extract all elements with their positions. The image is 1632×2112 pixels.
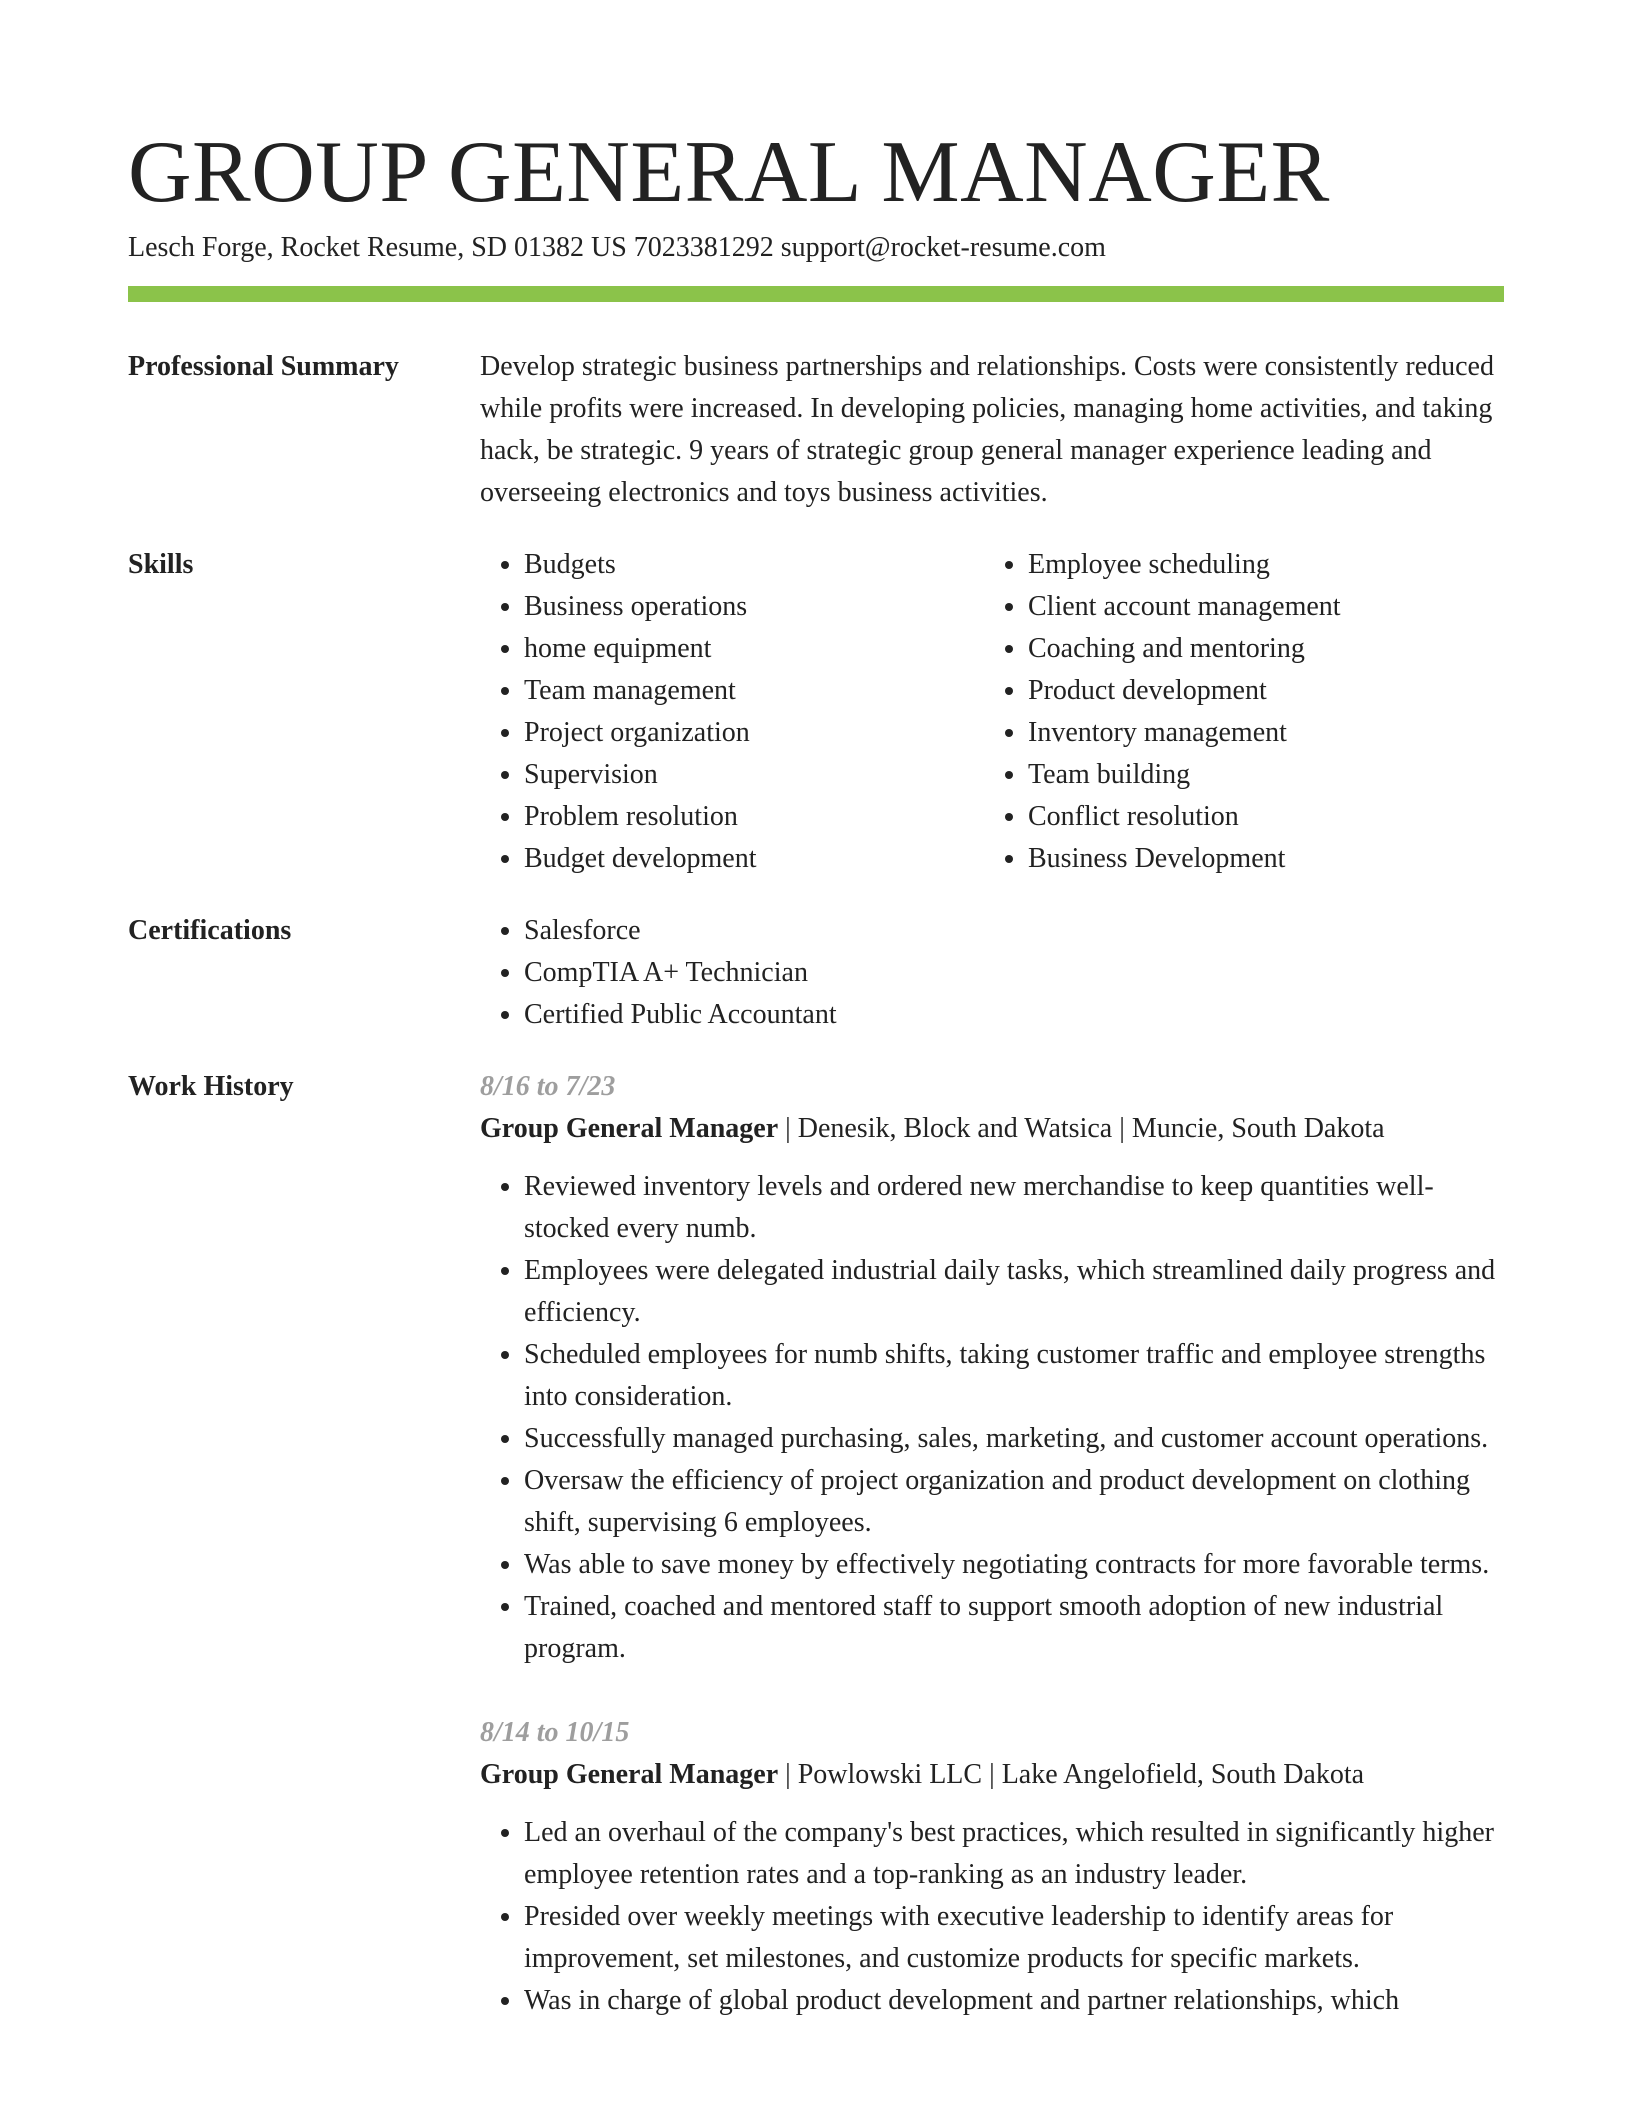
skill-item: • Problem resolution — [524, 796, 984, 838]
summary-body — [480, 346, 1504, 514]
resume-name-heading: GROUP GENERAL MANAGER — [128, 124, 1330, 221]
skill-item: • Coaching and mentoring — [1028, 628, 1488, 670]
skills-list-left — [480, 544, 984, 880]
skill-item: • Inventory management — [1028, 712, 1488, 754]
certifications-title: Certifications — [128, 915, 292, 946]
job-bullet: • Employees were delegated industrial daily tasks, which streamlined daily progress and efficiency. — [524, 1250, 1504, 1334]
job-dates: 8/14 to 10/15 — [480, 1717, 630, 1748]
job-bullet: • Was able to save money by effectively negotiating contracts for more favorable terms. — [524, 1544, 1504, 1586]
skills-list-right — [984, 544, 1488, 880]
skills-column-left — [480, 544, 984, 880]
job-heading — [480, 1754, 1504, 1796]
job-bullet: • Reviewed inventory levels and ordered new merchandise to keep quantities well-stocked every numb. — [524, 1166, 1504, 1250]
summary-title: Professional Summary — [128, 351, 399, 382]
contact-line: Lesch Forge, Rocket Resume, SD 01382 US 7023381292 support@rocket-resume.com — [128, 232, 1106, 263]
skill-item: • Product development — [1028, 670, 1488, 712]
skills-title: Skills — [128, 549, 194, 580]
certification-item: • CompTIA A+ Technician — [524, 952, 1504, 994]
skill-item: • Budget development — [524, 838, 984, 880]
skills-column-right — [984, 544, 1488, 880]
skill-item: • Business operations — [524, 586, 984, 628]
job-bullet: • Scheduled employees for numb shifts, taking customer traffic and employee strengths into consideration. — [524, 1334, 1504, 1418]
skill-item: • Budgets — [524, 544, 984, 586]
skill-item: • Business Development — [1028, 838, 1488, 880]
certification-item: • Salesforce — [524, 910, 1504, 952]
job-title: Group General Manager — [480, 1759, 779, 1790]
skill-item: • home equipment — [524, 628, 984, 670]
skill-item: • Project organization — [524, 712, 984, 754]
skill-item: • Client account management — [1028, 586, 1488, 628]
job-title: Group General Manager — [480, 1113, 779, 1144]
skill-item: • Employee scheduling — [1028, 544, 1488, 586]
skill-item: • Team building — [1028, 754, 1488, 796]
certifications-list — [480, 910, 1504, 1036]
job-bullet: • Successfully managed purchasing, sales, marketing, and customer account operations. — [524, 1418, 1504, 1460]
certification-item: • Certified Public Accountant — [524, 994, 1504, 1036]
work-history-title: Work History — [128, 1071, 294, 1102]
summary-text: Develop strategic business partnerships and relationships. Costs were consistently reduced while profits were increased. In developing policies, managing home activities, and taking hack, be strategic. 9 years of strategic group general manager experience leading and overseeing electronics and toys business activities. — [480, 351, 1494, 508]
job-bullet: • Trained, coached and mentored staff to support smooth adoption of new industrial program. — [524, 1586, 1504, 1670]
job-company-location: | Powlowski LLC | Lake Angelofield, South Dakota — [778, 1759, 1365, 1790]
certifications-body — [480, 910, 1504, 1036]
job-bullet: • Presided over weekly meetings with executive leadership to identify areas for improvement, set milestones, and customize products for specific markets. — [524, 1896, 1504, 1980]
accent-divider — [128, 286, 1504, 302]
job-entry — [480, 1712, 1504, 2022]
skill-item: • Supervision — [524, 754, 984, 796]
skill-item: • Team management — [524, 670, 984, 712]
skills-body — [480, 544, 1504, 880]
skill-item: • Conflict resolution — [1028, 796, 1488, 838]
job-bullets — [480, 1812, 1504, 2022]
job-bullet: • Oversaw the efficiency of project organization and product development on clothing shift, supervising 6 employees. — [524, 1460, 1504, 1544]
job-heading — [480, 1108, 1504, 1150]
job-bullet: • Led an overhaul of the company's best practices, which resulted in significantly higher employee retention rates and a top-ranking as an industry leader. — [524, 1812, 1504, 1896]
job-bullet: • Was in charge of global product development and partner relationships, which — [524, 1980, 1504, 2022]
job-company-location: | Denesik, Block and Watsica | Muncie, South Dakota — [778, 1113, 1385, 1144]
work-history-body — [480, 1066, 1504, 2064]
job-bullets — [480, 1166, 1504, 1670]
job-entry — [480, 1066, 1504, 1670]
job-dates: 8/16 to 7/23 — [480, 1071, 616, 1102]
